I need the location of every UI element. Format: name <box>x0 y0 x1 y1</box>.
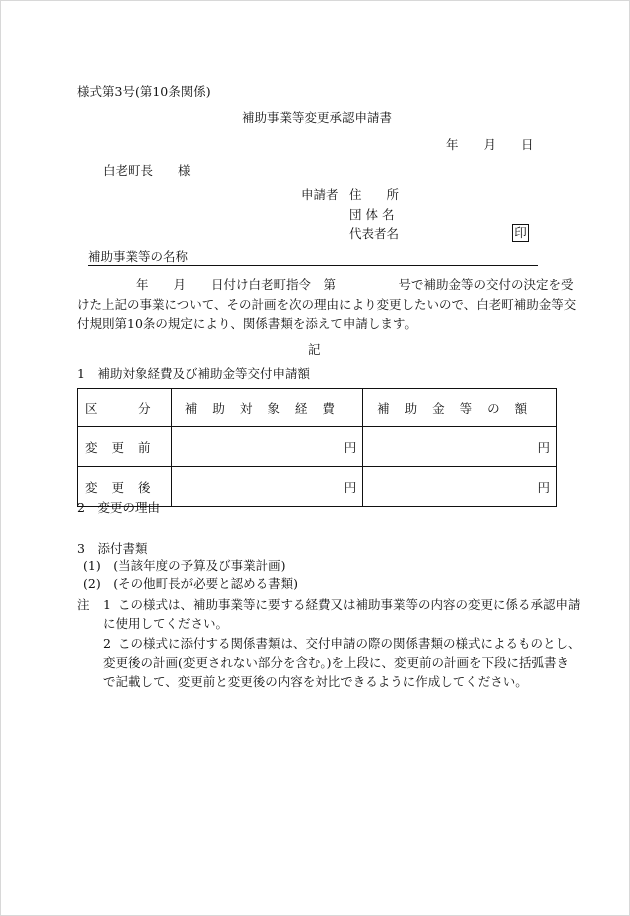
seal-mark: 印 <box>512 224 529 242</box>
section2-title: 2 変更の理由 <box>77 500 160 515</box>
document-title: 補助事業等変更承認申請書 <box>242 110 393 125</box>
note-2-line-3: で記載して、変更前と変更後の内容を対比できるように作成してください。 <box>103 674 528 689</box>
note-2-line-2: 変更後の計画(変更されない部分を含む。)を上段に、変更前の計画を下段に括弧書き <box>103 655 570 670</box>
form-number: 様式第3号(第10条関係) <box>77 84 211 99</box>
subsidy-amount-cell[interactable]: 円 <box>363 467 557 507</box>
note-1-line-1: この様式は、補助事業等に要する経費又は補助事業等の内容の変更に係る承認申請 <box>118 597 581 612</box>
project-name-label: 補助事業等の名称 <box>88 249 189 264</box>
table-row <box>78 427 557 467</box>
project-name-underline <box>88 265 538 266</box>
section3-title: 3 添付書類 <box>77 541 148 556</box>
header-eligible-cost: 補助対象経費 <box>172 389 363 427</box>
body-line-1: 年 月 日付け白老町指令 第 号で補助金等の交付の決定を受 <box>136 277 574 292</box>
addressee: 白老町長 様 <box>103 163 191 178</box>
subsidy-amount-cell[interactable]: 円 <box>363 427 557 467</box>
note-1-line-2: に使用してください。 <box>103 616 229 631</box>
note-1-number: 1 <box>103 597 111 612</box>
seal-box <box>510 224 529 242</box>
date-line: 年 月 日 <box>446 137 534 152</box>
row-label: 変更前 <box>78 427 172 467</box>
row-label: 変更後 <box>78 467 172 507</box>
ki-heading: 記 <box>308 342 321 357</box>
note-2-line-1: この様式に添付する関係書類は、交付申請の際の関係書類の様式によるものとし、 <box>118 636 581 651</box>
note-2-number: 2 <box>103 636 111 651</box>
header-subsidy-amount: 補助金等の額 <box>363 389 557 427</box>
applicant-label: 申請者 <box>301 187 339 202</box>
representative-label: 代表者名 <box>349 226 400 241</box>
table-header-row <box>78 389 557 427</box>
body-line-2: けた上記の事業について、その計画を次の理由により変更したいので、白老町補助金等交 <box>77 297 577 312</box>
body-line-3: 付規則第10条の規定により、関係書類を添えて申請します。 <box>77 316 417 331</box>
application-table <box>77 388 557 507</box>
section1-title: 1 補助対象経費及び補助金等交付申請額 <box>77 366 310 381</box>
attachment-1: (1) (当該年度の予算及び事業計画) <box>83 558 286 573</box>
header-category: 区 分 <box>78 389 172 427</box>
eligible-cost-cell[interactable]: 円 <box>172 427 363 467</box>
attachment-2: (2) (その他町長が必要と認める書類) <box>83 576 298 591</box>
address-label: 住 所 <box>349 187 400 202</box>
organization-label: 団 体 名 <box>349 207 395 222</box>
eligible-cost-cell[interactable]: 円 <box>172 467 363 507</box>
notes-label: 注 <box>77 597 90 612</box>
